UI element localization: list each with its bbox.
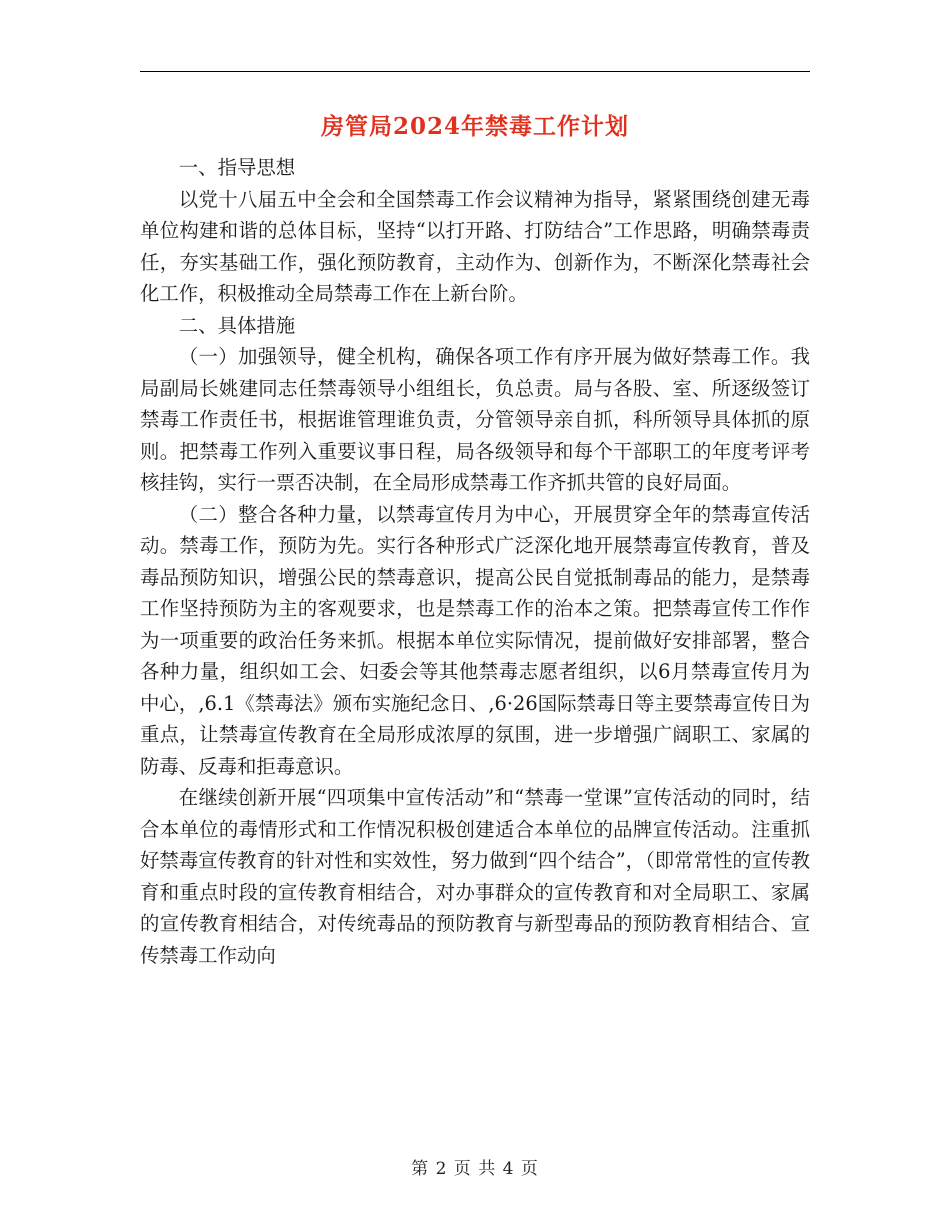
document-body (140, 152, 810, 971)
page-number-footer: 第 2 页 共 4 页 (411, 1159, 539, 1179)
document-title: 房管局2024年禁毒工作计划 (320, 113, 629, 140)
section-heading-specific-measures: 二、具体措施 (178, 313, 296, 337)
body-paragraph: 在继续创新开展“四项集中宣传活动”和“禁毒一堂课”宣传活动的同时，结合本单位的毒情形式和工作情况积极创建适合本单位的品牌宣传活动。注重抓好禁毒宣传教育的针对性和实效性，努力做到“四个结合”，（即常常性的宣传教育和重点时段的宣传教育相结合，对办事群众的宣传教育和对全局职工、家属的宣传教育相结合，对传统毒品的预防教育与新型毒品的预防教育相结合、宣传禁毒工作动向 (140, 786, 810, 967)
body-paragraph: （二）整合各种力量，以禁毒宣传月为中心，开展贯穿全年的禁毒宣传活动。禁毒工作，预防为先。实行各种形式广泛深化地开展禁毒宣传教育，普及毒品预防知识，增强公民的禁毒意识，提高公民自觉抵制毒品的能力，是禁毒工作坚持预防为主的客观要求，也是禁毒工作的治本之策。把禁毒宣传工作作为一项重要的政治任务来抓。根据本单位实际情况，提前做好安排部署，整合各种力量，组织如工会、妇委会等其他禁毒志愿者组织，以6月禁毒宣传月为中心，,6.1《禁毒法》颁布实施纪念日、,6·26国际禁毒日等主要禁毒宣传日为重点，让禁毒宣传教育在全局形成浓厚的氛围，进一步增强广阔职工、家属的防毒、反毒和拒毒意识。 (140, 502, 810, 778)
body-paragraph: 以党十八届五中全会和全国禁毒工作会议精神为指导，紧紧围绕创建无毒单位构建和谐的总体目标，坚持“以打开路、打防结合”工作思路，明确禁毒责任，夯实基础工作，强化预防教育，主动作为、创新作为，不断深化禁毒社会化工作，积极推动全局禁毒工作在上新台阶。 (140, 187, 810, 305)
header-rule (140, 71, 810, 72)
section-heading-guiding-ideology: 一、指导思想 (178, 156, 296, 179)
body-paragraph: （一）加强领导，健全机构，确保各项工作有序开展为做好禁毒工作。我局副局长姚建同志任禁毒领导小组组长，负总责。局与各股、室、所逐级签订禁毒工作责任书，根据谁管理谁负责，分管领导亲自抓，科所领导具体抓的原则。把禁毒工作列入重要议事日程，局各级领导和每个干部职工的年度考评考核挂钩，实行一票否决制，在全局形成禁毒工作齐抓共管的良好局面。 (140, 345, 810, 494)
